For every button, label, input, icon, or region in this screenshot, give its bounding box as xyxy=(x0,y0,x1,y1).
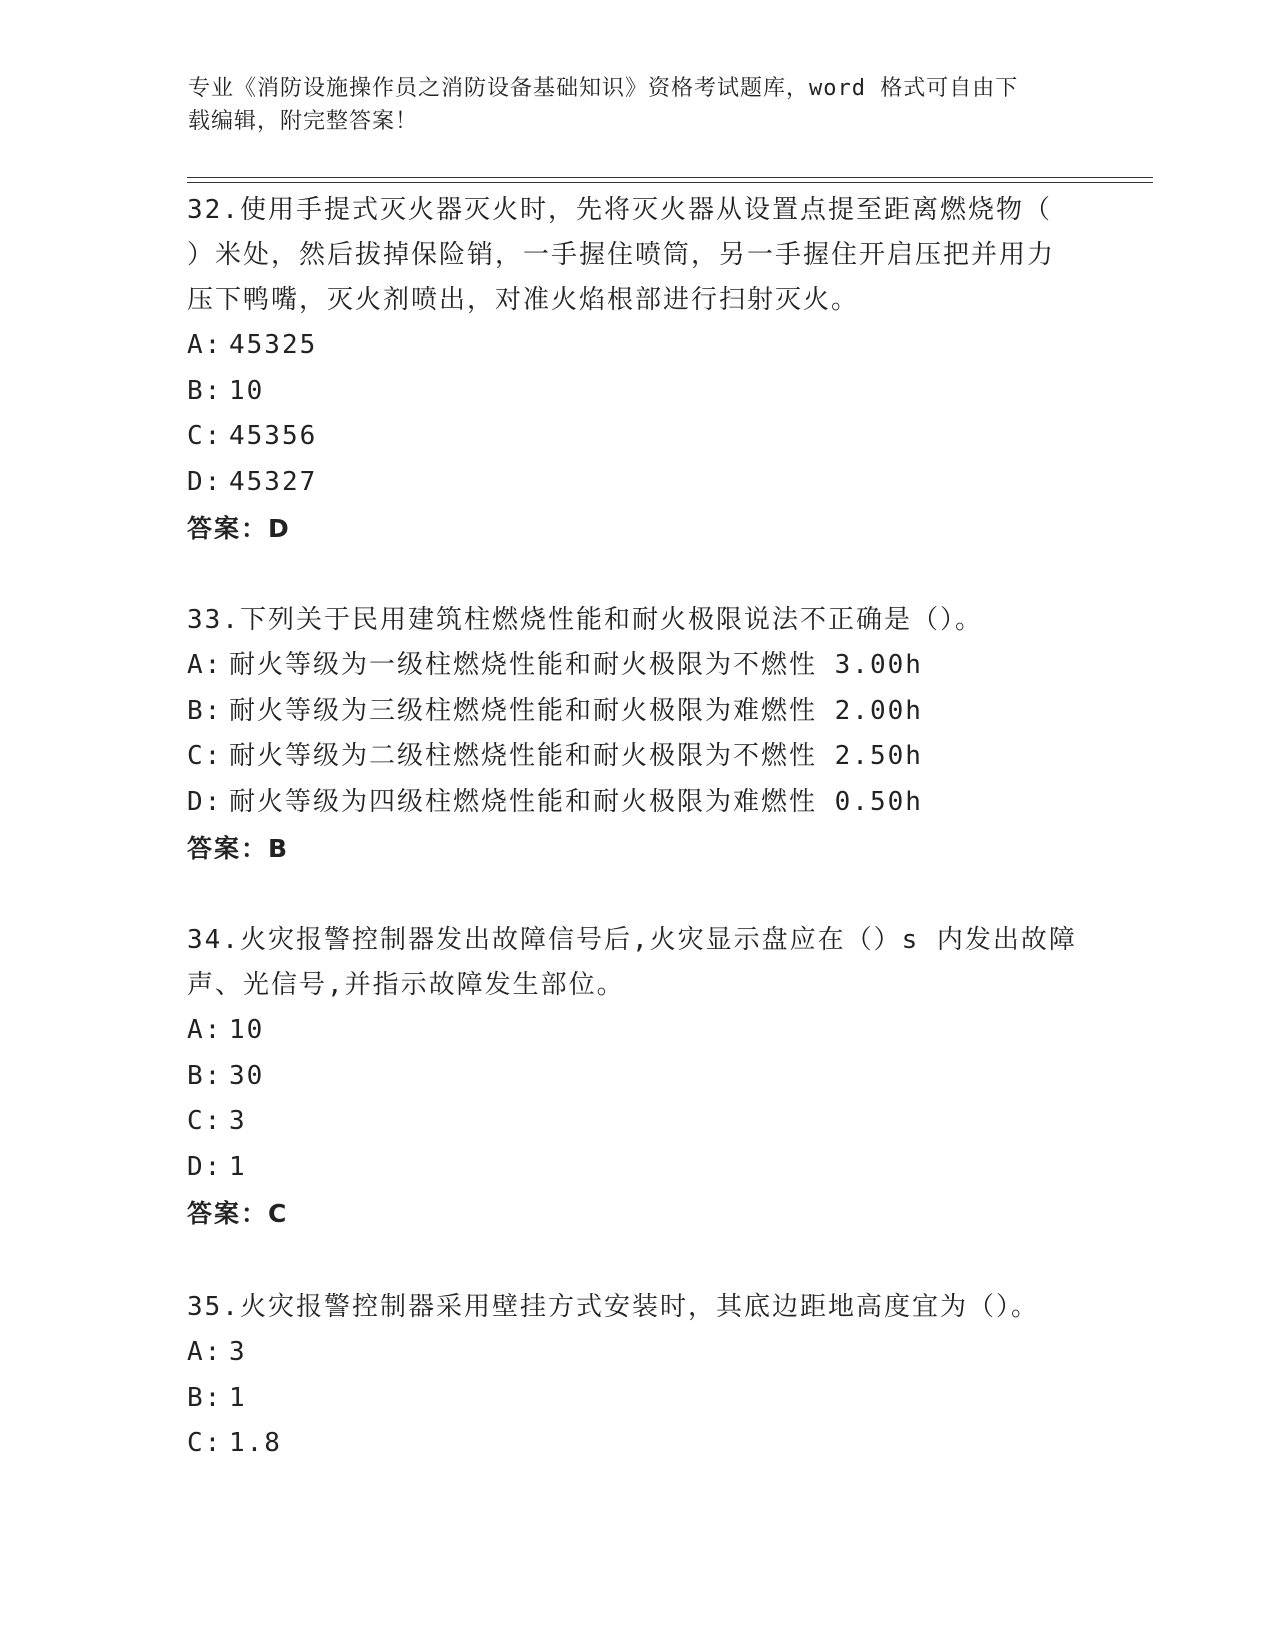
option-letter: B: xyxy=(187,1060,223,1091)
option-d xyxy=(187,780,1087,826)
option-text: 1 xyxy=(229,1382,247,1413)
option-a xyxy=(187,323,1087,369)
option-text: 1 xyxy=(229,1151,247,1182)
option-b xyxy=(187,369,1087,415)
option-letter: A: xyxy=(187,1015,223,1045)
option-letter: C: xyxy=(187,741,223,771)
answer-line: 答案：C xyxy=(187,1199,289,1228)
option-b xyxy=(187,1376,1087,1422)
header-line-1: 专业《消防设施操作员之消防设备基础知识》资格考试题库，word 格式可自由下 xyxy=(188,76,1019,101)
option-letter: B: xyxy=(187,1382,223,1413)
option-a xyxy=(187,1330,1087,1376)
option-text: 45325 xyxy=(229,330,318,360)
option-letter: D: xyxy=(187,786,223,817)
option-text: 10 xyxy=(229,1015,265,1045)
document-header xyxy=(188,72,1078,138)
option-text: 耐火等级为四级柱燃烧性能和耐火极限为难燃性 0.50h xyxy=(229,786,923,817)
option-text: 45327 xyxy=(229,466,318,497)
question-block xyxy=(187,188,1087,552)
question-block xyxy=(187,1285,1087,1467)
option-c xyxy=(187,1421,1087,1467)
option-text: 3 xyxy=(229,1337,247,1367)
option-letter: A: xyxy=(187,650,223,680)
question-text: 32.使用手提式灭火器灭火时，先将灭火器从设置点提至距离燃烧物（ ）米处，然后拔掉保险销，一手握住喷筒，另一手握住开启压把并用力压下鸭嘴，灭火剂喷出，对准火焰根部进行扫射灭火。 xyxy=(187,195,1056,315)
option-c xyxy=(187,1099,1087,1145)
answer-line: 答案：D xyxy=(187,514,291,543)
option-text: 耐火等级为一级柱燃烧性能和耐火极限为不燃性 3.00h xyxy=(229,650,923,680)
option-letter: C: xyxy=(187,1428,223,1458)
header-divider-top xyxy=(187,177,1153,178)
option-letter: C: xyxy=(187,1106,223,1136)
option-d xyxy=(187,460,1087,506)
option-text: 30 xyxy=(229,1060,265,1091)
option-b xyxy=(187,689,1087,735)
option-a xyxy=(187,643,1087,689)
option-d xyxy=(187,1145,1087,1191)
option-letter: B: xyxy=(187,695,223,726)
option-letter: D: xyxy=(187,1151,223,1182)
question-text: 35.火灾报警控制器采用壁挂方式安装时，其底边距地高度宜为（）。 xyxy=(187,1292,1039,1322)
option-text: 10 xyxy=(229,375,265,406)
header-line-2: 载编辑，附完整答案！ xyxy=(188,109,419,134)
option-b xyxy=(187,1054,1087,1100)
option-text: 耐火等级为三级柱燃烧性能和耐火极限为难燃性 2.00h xyxy=(229,695,923,726)
answer-line: 答案：B xyxy=(187,834,290,863)
option-a xyxy=(187,1008,1087,1054)
header-divider-bottom xyxy=(187,182,1153,183)
option-c xyxy=(187,734,1087,780)
option-letter: C: xyxy=(187,421,223,451)
option-text: 耐火等级为二级柱燃烧性能和耐火极限为不燃性 2.50h xyxy=(229,741,923,771)
option-letter: A: xyxy=(187,330,223,360)
option-text: 3 xyxy=(229,1106,247,1136)
option-text: 45356 xyxy=(229,421,318,451)
question-text: 33.下列关于民用建筑柱燃烧性能和耐火极限说法不正确是（）。 xyxy=(187,605,983,635)
option-letter: B: xyxy=(187,375,223,406)
option-letter: A: xyxy=(187,1337,223,1367)
option-letter: D: xyxy=(187,466,223,497)
option-c xyxy=(187,414,1087,460)
question-block xyxy=(187,918,1087,1237)
question-text: 34.火灾报警控制器发出故障信号后,火灾显示盘应在（）s 内发出故障声、光信号,并指示故障发生部位。 xyxy=(187,925,1077,1000)
option-text: 1.8 xyxy=(229,1428,282,1458)
question-block xyxy=(187,598,1087,872)
